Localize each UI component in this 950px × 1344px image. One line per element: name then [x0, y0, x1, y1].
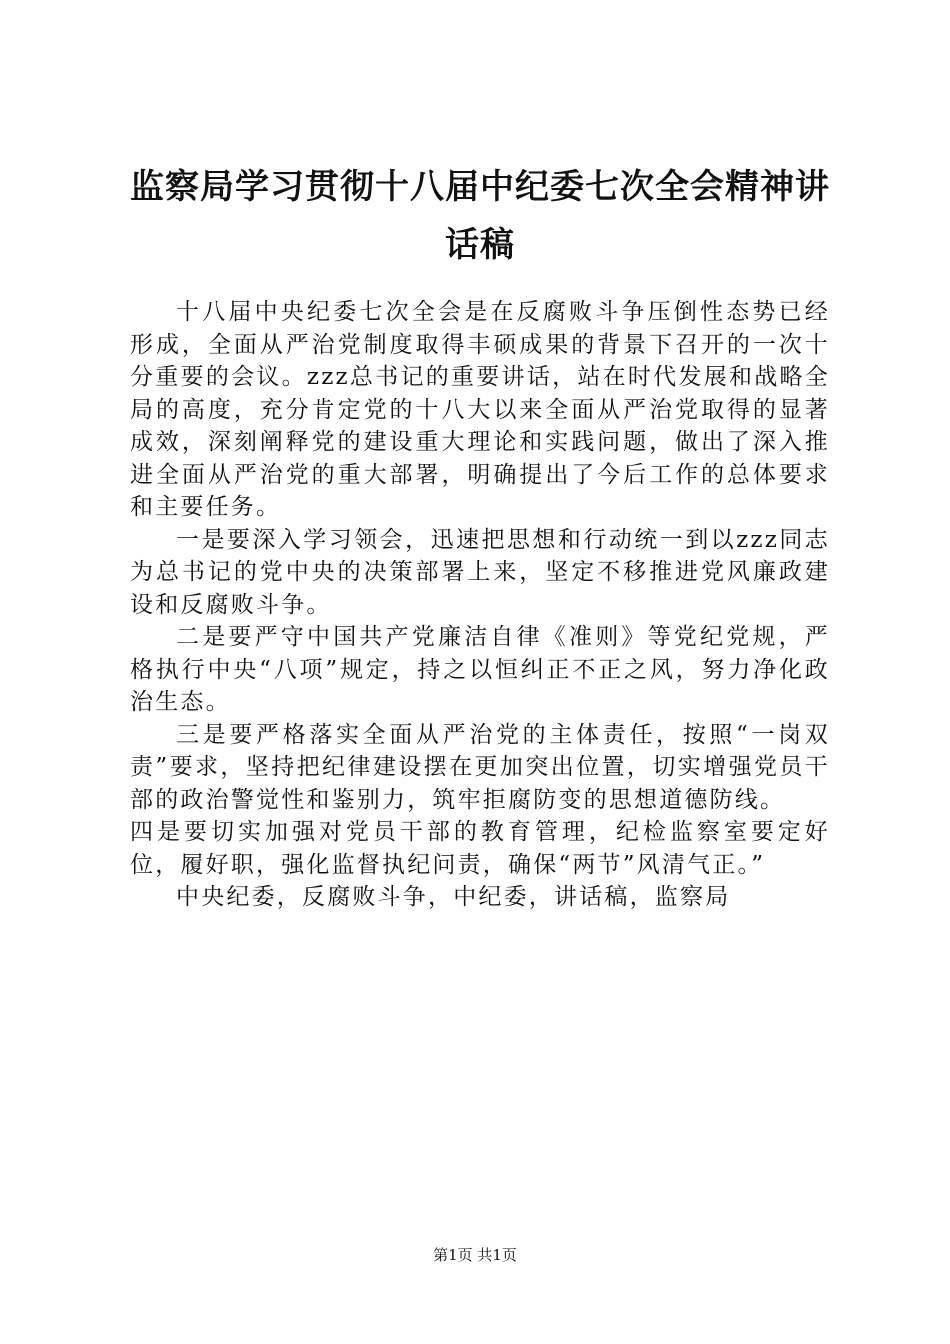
paragraph-point-four: 四是要切实加强对党员干部的教育管理，纪检监察室要定好位，履好职，强化监督执纪问责，确保“两节”风清气正。” [130, 819, 830, 878]
page-footer: 第1页 共1页 [433, 1246, 517, 1264]
paragraph-keywords: 中央纪委，反腐败斗争，中纪委，讲话稿，监察局 [176, 884, 731, 910]
paragraph-intro: 十八届中央纪委七次全会是在反腐败斗争压倒性态势已经形成，全面从严治党制度取得丰硕成果的背景下召开的一次十分重要的会议。zzz总书记的重要讲话，站在时代发展和战略全局的高度，充分肯定党的十八大以来全面从严治党取得的显著成效，深刻阐释党的建设重大理论和实践问题，做出了深入推进全面从严治党的重大部署，明确提出了今后工作的总体要求和主要任务。 [130, 299, 830, 520]
paragraph-point-three: 三是要严格落实全面从严治党的主体责任，按照“一岗双责”要求，坚持把纪律建设摆在更加突出位置，切实增强党员干部的政治警觉性和鉴别力，筑牢拒腐防变的思想道德防线。 [130, 721, 830, 813]
paragraph-point-two: 二是要严守中国共产党廉洁自律《准则》等党纪党规，严格执行中央“八项”规定，持之以恒纠正不正之风，努力净化政治生态。 [130, 624, 830, 715]
document-body [130, 296, 830, 914]
document-title: 监察局学习贯彻十八届中纪委七次全会精神讲话稿 [130, 167, 830, 265]
paragraph-point-one: 一是要深入学习领会，迅速把思想和行动统一到以zzz同志为总书记的党中央的决策部署上来，坚定不移推进党风廉政建设和反腐败斗争。 [130, 526, 830, 618]
